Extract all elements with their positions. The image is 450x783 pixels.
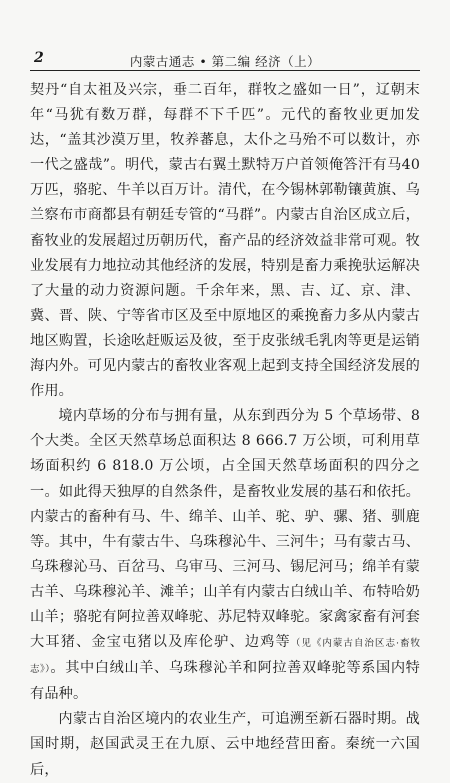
page-header (30, 50, 420, 71)
paragraph-grassland (30, 404, 420, 707)
running-head: 内蒙古通志 • 第二编 经济（上） (129, 54, 321, 69)
paragraph-grassland-text: 境内草场的分布与拥有量，从东到西分为 5 个草场带、8个大类。全区天然草场总面积达 8 666.7 万公顷，可利用草场面积约 6 818.0 万公顷，占全国天然草场面积的四分之一。如此得天独厚的自然条件，是畜牧业发展的基石和依托。内蒙古的畜种有马、牛、绵羊、山羊、驼、驴、骡、猪、驯鹿等。其中，牛有蒙古牛、乌珠穆沁牛、三河牛；马有蒙古马、乌珠穆沁马、百岔马、乌审马、三河马、锡尼河马；绵羊有蒙古羊、乌珠穆沁羊、滩羊；山羊有内蒙古白绒山羊、布特哈奶山羊；骆驼有阿拉善双峰驼、苏尼特双峰驼。家禽家畜有河套大耳猪、金宝屯猪以及库伦驴、边鸡等 (30, 408, 420, 651)
paragraph-grassland-tail: 。其中白绒山羊、乌珠穆沁羊和阿拉善双峰驼等系国内特有品种。 (30, 660, 420, 703)
page-number: 2 (34, 50, 44, 66)
body-text (30, 78, 420, 783)
paragraph-agriculture: 内蒙古自治区境内的农业生产，可追溯至新石器时期。战国时期，赵国武灵王在九原、云中地经营田畜。秦统一六国后， (30, 711, 420, 778)
paragraph-livestock-history: 契丹“自太祖及兴宗，垂二百年，群牧之盛如一日”，辽朝末年“马犹有数万群，每群不下千匹”。元代的畜牧业更加发达，“盖其沙漠万里，牧养蕃息，太仆之马殆不可以数计，亦一代之盛哉”。明代，蒙古右翼土默特万户首领俺答汗有马40万匹，骆驼、牛羊以百万计。清代，在今锡林郭勒镶黄旗、乌兰察布市商都县有朝廷专管的“马群”。内蒙古自治区成立后，畜牧业的发展超过历朝历代，畜产品的经济效益非常可观。牧业发展有力地拉动其他经济的发展，特别是畜力乘挽驮运解决了大量的动力资源问题。千余年来，黑、吉、辽、京、津、冀、晋、陕、宁等省市区及至中原地区的乘挽畜力多从内蒙古地区购置，长途吆赶贩运及彼，至于皮张绒毛乳肉等更是运销海内外。可见内蒙古的畜牧业客观上起到支持全国经济发展的作用。 (30, 82, 420, 400)
citation-note: （见《内蒙古自治区志·畜牧志》） (30, 638, 420, 676)
